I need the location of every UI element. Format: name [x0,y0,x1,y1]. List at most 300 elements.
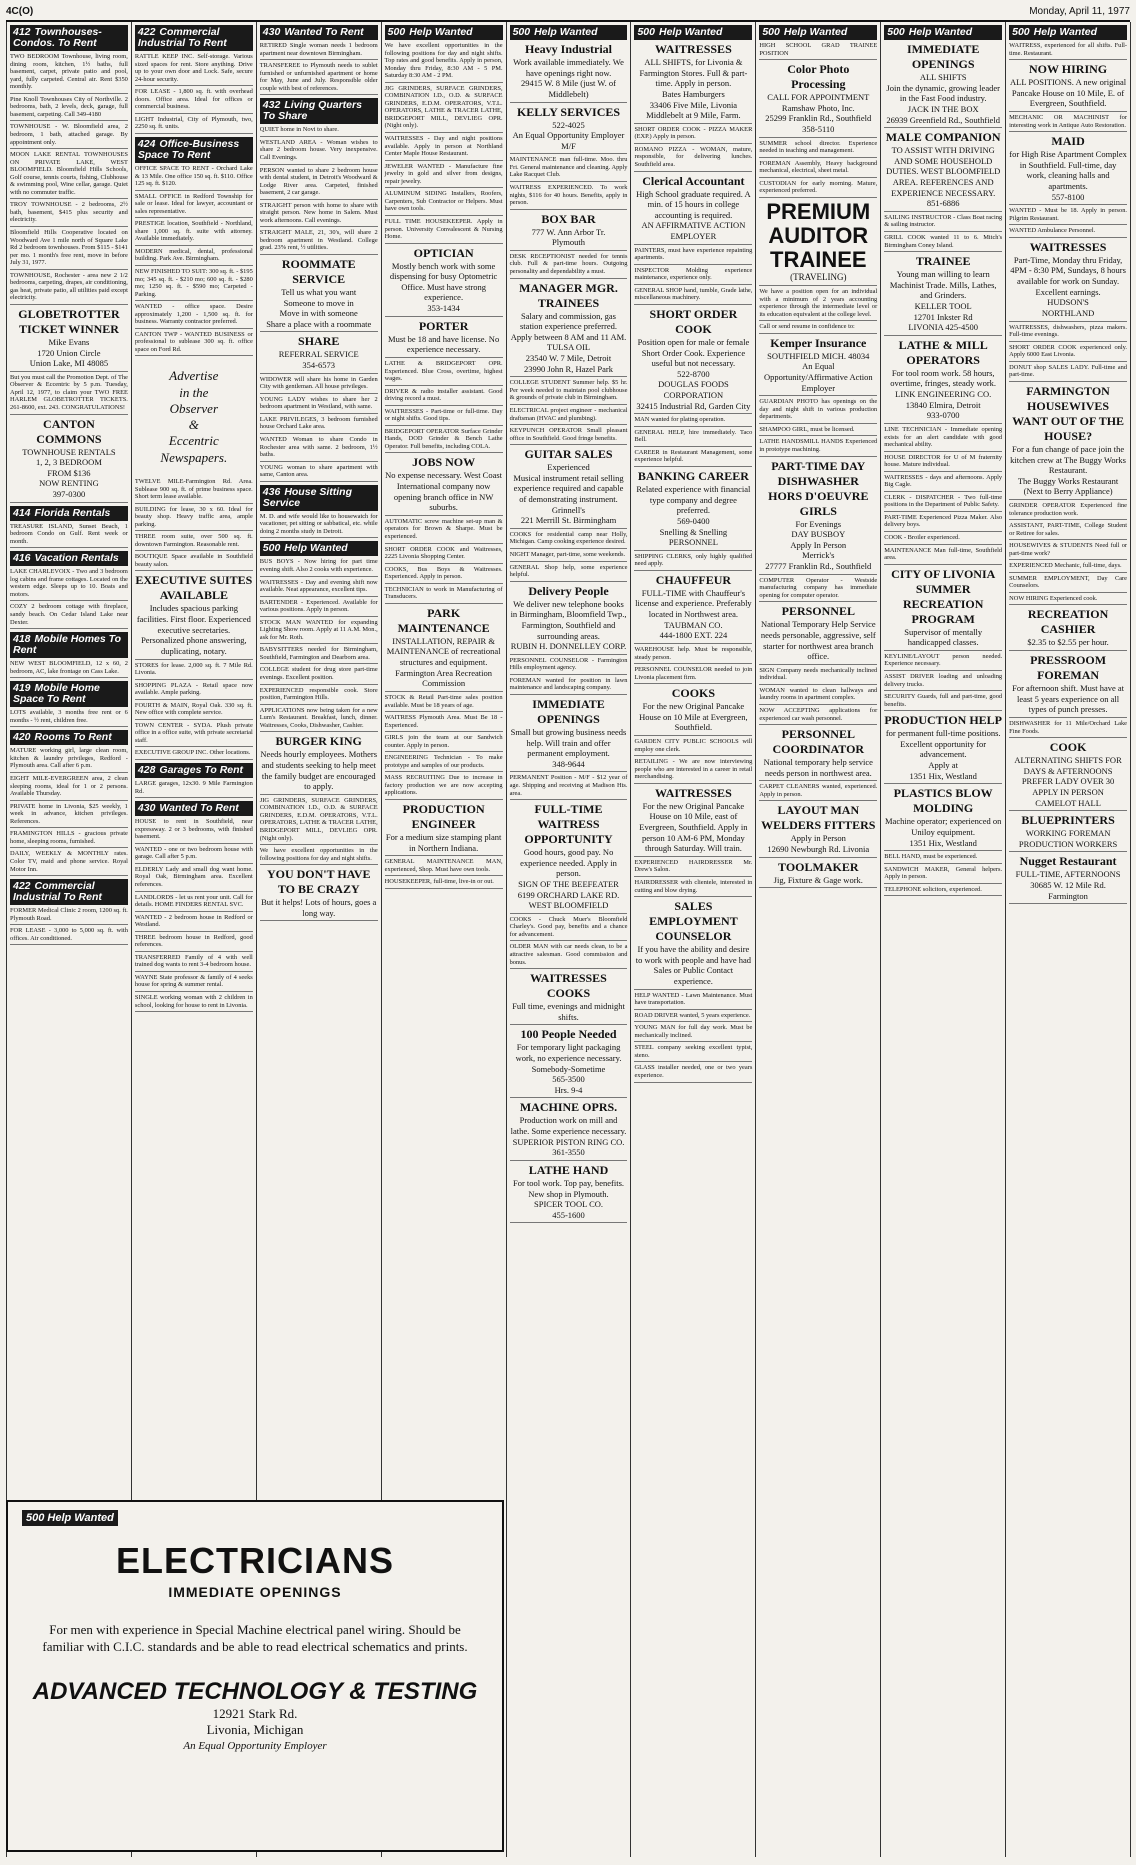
display-ad-title: Kemper Insurance [770,335,867,350]
section-header [135,25,253,51]
column-6 [631,22,756,1857]
display-ad [10,417,128,503]
section-header [10,25,128,51]
display-ad-line: 851-6886 [926,198,960,209]
house-advert-line: in the [179,384,209,400]
classified-ad: FRAMINGTON HILLS - gracious private home, sleeping rooms, furnished. [10,830,128,848]
display-ad-title: PERSONNEL [781,604,855,619]
classified-ad: WAITRESSES - Day and night positions available. Apply in person at Northland Center Maple House Restaurant. [385,135,503,161]
display-ad-line: TOWNHOUSE RENTALS [22,446,116,457]
display-ad-line: 444-1800 EXT. 224 [659,630,728,641]
classified-ad: EXPERIENCED HAIRDRESSER Mr. Drew's Salon. [634,859,752,877]
classified-ad: TROY TOWNHOUSE - 2 bedrooms, 2½ bath, basement, $415 plus security and electricity. [10,201,128,227]
classified-ad: BELL HAND, must be experienced. [884,853,1002,864]
banner-body: For men with experience in Special Machine electrical panel wiring. Should be familiar with C.I.C. standards and be able to read electrical schematics and prints. [42,1622,468,1654]
display-ad-line: Middlebelt at 9 Mile, Farm. [646,110,741,121]
classified-ad: ELDERLY Lady and small dog want home. Royal Oak, Birmingham area. Excellent references. [135,866,253,892]
display-ad-line: Supervisor of mentally handicapped classes. [904,626,983,648]
display-ad [135,573,253,659]
display-ad [1009,134,1127,205]
section-number: 436 [262,485,281,498]
display-ad-title: Color Photo Processing [787,62,850,92]
classified-ad: COLLEGE student for drug store part-time evenings. Excellent position. [260,666,378,684]
classified-ad: MAINTENANCE man full-time. Moo. thru Fri. General maintenance and cleaning. Apply Lake Racquet Club. [510,156,628,182]
display-ad [634,899,752,990]
classified-ad: YOUNG woman to share apartment with same, Canton area. [260,464,378,482]
display-ad-line: WORKING FOREMAN PRODUCTION WORKERS [1018,828,1118,849]
display-ad-line: 353-1434 [427,303,460,314]
display-ad-line: 221 Merrill St. Birmingham [520,515,617,526]
classified-ad: LAKE CHARLEVOIX - Two and 3 bedroom log cabins and frame cottages. Located on the western edge. Sleeps up to 10. Boats and motors. [10,568,128,601]
section-title: Townhouses-Condos. To Rent [13,26,102,50]
display-ad [510,697,628,773]
display-ad-line: For temporary light packaging work, no experience necessary. [515,1042,622,1063]
display-ad-line: HUDSON'S [1047,297,1089,308]
classified-ad: TWELVE MILE-Farmington Rd. Area. Sublease 900 sq. ft. of prime business space. Short term lease available. [135,478,253,504]
section-title: House Sitting Service [262,485,352,509]
display-ad-line: National temporary help service needs person in northwest area. [763,757,873,778]
display-ad-line: WEST BLOOMFIELD [528,900,609,911]
classified-ad: EXECUTIVE GROUP INC. Other locations. [135,749,253,760]
classified-ad: TOWNHOUSE, Rochester - area new 2 1/2 bedrooms, carpeting, drapes, air conditioning, gas heat, private patio, all utilities paid except electricity. [10,272,128,305]
classified-ad: WOMAN wanted to clean hallways and laundry rooms in apartment complex. [759,687,877,705]
classified-ad: WANTED - 2 bedroom house in Redford or Westland. [135,914,253,932]
section-number: 500 [887,26,905,38]
classified-ad: WANTED - one or two bedroom house with garage. Call after 5 p.m. [135,846,253,864]
display-ad-line: (Next to Berry Appliance) [1023,486,1113,497]
classified-ad: Call or send resume in confidence to: [759,323,877,334]
display-ad-title: BURGER KING [275,734,362,749]
display-ad-line: 23540 W. 7 Mile, Detroit [525,353,612,364]
section-header [10,681,128,707]
classified-ad: FULL TIME HOUSEKEEPER. Apply in person. University Convalescent & Nursing Home. [385,218,503,244]
classified-ad: PRIVATE home in Livonia, $25 weekly, 1 week in advance, kitchen privileges. References. [10,803,128,829]
display-ad-line: Ramshaw Photo, Inc. [781,102,855,113]
display-ad-line: Mostly bench work with some dispensing for busy Optometric Office. Must have strong experience. [389,260,498,303]
classified-ad: GIRLS join the team at our Sandwich counter. Apply in person. [385,734,503,752]
classified-ad: YOUNG LADY wishes to share her 2 bedroom apartment in Westland, with same. [260,396,378,414]
classified-ad: ALUMINUM SIDING Installers, Roofers, Carpenters, Sub Contractor or Helpers. Must have own tools. [385,190,503,216]
classified-ad: FOREMAN wanted for position in lawn maintenance and landscaping company. [510,677,628,695]
classified-ad: COOKS for residential camp near Holly, Michigan. Camp cooking experience desired. [510,531,628,549]
display-ad-title: BOX BAR [541,211,596,226]
classified-ad: PART-TIME Experienced Pizza Maker. Also delivery boys. [884,514,1002,532]
display-ad-line: 30685 W. 12 Mile Rd. [1030,880,1106,891]
classified-ad: TWO BEDROOM Townhouse, living room, dining room, kitchen, 1½ baths, full basement, carpet, private patio and pool, yard, fully carpeted. Central air. Rent $350 monthly. [10,53,128,94]
classified-ad: PRESTIGE location, Southfield - Northland, share 1,000 sq. ft. suite with attorney. Available immediately. [135,220,253,246]
display-ad-title: Delivery People [528,583,609,598]
classified-ad: DESK RECEPTIONIST needed for tennis club. Full & part-time hours. Outgoing personality and dependability a must. [510,253,628,279]
section-header [260,541,378,556]
classified-ad: COLLEGE STUDENT Summer help. $5 hr. Per week needed to maintain pool clubhouse & grounds of private club in Birmingham. [510,379,628,405]
display-ad-line: CAMELOT HALL [1035,797,1101,808]
classified-ad: SIGN Company needs mechanically inclined individual. [759,667,877,685]
classified-ad: BRIDGEPORT OPERATOR Surface Grinder Hands, DOD Grinder & Bench Lathe Operator. Full benefits, including COLA. [385,428,503,454]
display-ad-title: PERSONNEL COORDINATOR [772,727,865,757]
classified-ad: MAN wanted for plating operation. [634,416,752,427]
section-header [510,25,628,40]
display-ad-line: For Evenings [795,518,842,529]
display-ad [510,1100,628,1161]
display-ad-title: PARK MAINTENANCE [397,605,490,635]
display-ad [634,786,752,857]
classified-ad: HELP WANTED - Lawn Maintenance. Must have transportation. [634,992,752,1010]
classified-ad: PERMANENT Position - M/F - $12 year of age. Shipping and receiving at Madison Hts. area. [510,774,628,800]
section-number: 422 [13,880,31,893]
section-title: Help Wanted [409,26,473,38]
classified-ad: DONUT shop SALES LADY. Full-time and part-time. [1009,364,1127,382]
display-ad-line: 6199 ORCHARD LAKE RD. [517,889,620,900]
classified-ad: M. D. and wife would like to housewatch for vacationer, pet sitting or sabbatical, etc. while doing 2 months study in Detroit. [260,513,378,539]
classified-ad: CLERK - DISPATCHER - Two full-time positions in the Department of Public Safety. [884,494,1002,512]
display-ad-line: 27777 Franklin Rd., Southfield [765,561,872,572]
display-ad-title: MAID [1051,134,1085,149]
display-ad-line: 358-5110 [802,123,835,134]
classified-ad: QUIET home in Novi to share. [260,126,378,137]
display-ad [385,319,503,358]
classified-ad: WAITRESSES - Part-time or full-time. Day or night shifts. Good tips. [385,408,503,426]
section-title: Rooms To Rent [34,731,112,744]
classified-ad: WAREHOUSE help. Must be responsible, steady person. [634,646,752,664]
display-ad-line: 455-1600 [552,1209,585,1220]
display-ad-line: 1351 Hix, Westland [909,770,977,781]
classified-ad: WIDOWER will share his home in Garden City with gentleman. All house privileges. [260,376,378,394]
classified-ad: YOUNG MAN for full day work. Must be mechanically inclined. [634,1024,752,1042]
display-ad-title: COOKS [671,686,716,701]
display-ad-title: ROOMMATE SERVICE [281,256,356,286]
display-ad [759,459,877,575]
classified-ad: WANTED - Must be 18. Apply in person. Pilgrim Restaurant. [1009,207,1127,225]
display-ad-line: The Buggy Works Restaurant [1017,475,1119,486]
display-ad [510,1163,628,1224]
display-ad [385,455,503,516]
section-header [135,137,253,163]
display-ad-line: FULL-TIME with Chauffeur's license and experience. Preferably located in Northwest area. [635,587,752,620]
banner-title: ELECTRICIANS [115,1540,394,1581]
display-ad-line: No expense necessary. West Coast International company now opening branch office in NW suburbs. [385,470,503,513]
display-ad [10,307,128,372]
section-title: Living Quarters To Share [262,99,362,123]
classified-ad: SAILING INSTRUCTOR - Class Boat racing & sailing instructor. [884,214,1002,232]
classified-ad: EXPERIENCED responsible cook. Store position, Farmington Hills. [260,687,378,705]
classified-ad: JEWELER WANTED - Manufacture fine jewelry in gold and silver from designs, repair jewelry. [385,163,503,189]
classified-ad: WAITRESSES - days and afternoons. Apply Big Cagle. [884,474,1002,492]
classified-ad: LINE TECHNICIAN - Immediate opening exists for an alert candidate with good mechanical ability. [884,426,1002,452]
display-ad-title: CHAUFFEUR [655,572,732,587]
display-ad [510,42,628,103]
display-ad-title: Nugget Restaurant [1019,854,1117,869]
classified-ad: We have excellent opportunities in the following positions for day and night shifts. [260,847,378,865]
display-ad [1009,607,1127,651]
display-ad-title: JOBS NOW [412,455,476,470]
classified-ad: LARGE garages, 12x30. 9 Mile Farmington Rd. [135,780,253,798]
column-5 [507,22,632,1857]
display-ad-line: Mike Evans [48,336,90,347]
section-number: 432 [262,99,281,112]
display-ad [634,686,752,736]
display-ad-line: Apply at [928,760,958,771]
section-title: Help Wanted [783,26,848,38]
classified-ad: PAINTERS, must have experience repainting apartments. [634,247,752,265]
display-ad-line: Apply In Person [790,539,847,550]
display-ad-line: Includes spacious parking facilities. First floor. Experienced executive secretaries. Personalized phone answering, duplicating, notary. [136,603,251,656]
display-ad-title: NOW HIRING [1029,62,1108,77]
display-ad-line: 1720 Union Circle [37,347,101,358]
display-ad-title: YOU DON'T HAVE TO BE CRAZY [266,867,371,897]
display-ad [1009,384,1127,500]
display-ad-title: WAITRESSES COOKS [530,971,607,1001]
section-header [10,730,128,745]
display-ad [634,42,752,124]
section-header [135,801,253,816]
classified-ad: CUSTODIAN for early morning. Mature, experienced preferred. [759,180,877,198]
section-header [10,879,128,905]
house-advert-line: Eccentric [168,433,219,449]
section-header [260,485,378,511]
section-number: 500 [1012,26,1030,38]
house-advert-line: Advertise [169,368,219,384]
classified-ad: Pine Knoll Townhouses City of Northville. 2 bedrooms, bath, 2 levels, deck, garage, full basement, carpeting. Call 349-4180 [10,96,128,122]
display-ad-line: 522-4025 [552,119,585,130]
display-ad-line: SIGN OF THE BEEFEATER [518,878,619,889]
display-ad-line: 25299 Franklin Rd., Southfield [765,113,872,124]
classified-ad: OLDER MAN with car needs clean, to be a attractive salesman. Good commission and bonus. [510,943,628,969]
classified-ad: GRILL COOK wanted 11 to 6. Mitch's Birmingham Coney Island. [884,234,1002,252]
display-ad [1009,62,1127,112]
classified-ad: SUMMER school director. Experience needed in teaching and management. [759,140,877,158]
section-number: 414 [13,506,31,519]
banner-company: ADVANCED TECHNOLOGY & TESTING [32,1677,478,1705]
section-title: Commercial Industrial To Rent [137,26,227,50]
display-ad-line: For a medium size stamping plant in Northern Indiana. [385,832,502,853]
classified-ad: JIG GRINDERS, SURFACE GRINDERS, COMBINATION I.D., O.D. & SURFACE GRINDERS, E.D.M. OPERATORS, V.T.L. OPERATORS, LATHE & TRACER LATHE, BRIDGEPORT MILL, DEVLIEG OPR. (Night only). [260,797,378,845]
classified-ad: HOUSE DIRECTOR for U of M fraternity house. Mature individual. [884,454,1002,472]
display-ad-line: NORTHLAND [1041,307,1095,318]
display-ad [884,713,1002,784]
display-ad [510,447,628,529]
section-number: 500 [637,26,655,38]
section-number: 416 [13,552,31,565]
classified-ad: HOUSEWIVES & STUDENTS Need full or part-time work? [1009,542,1127,560]
display-ad-line: LIVONIA 425-4500 [908,322,978,333]
classified-ad: STOCK MAN WANTED for expanding Lighting Show room. Apply at 11 A.M. Mon., ask for Mr. Roth. [260,619,378,645]
section-number: 412 [13,26,31,38]
classified-ad: SMALL OFFICE in Redford Township for sale or lease. Ideal for lawyer, accountant or sales representative. [135,193,253,219]
display-ad-line: Union Lake, MI 48085 [29,358,109,369]
classified-ad: SHORT ORDER COOK and Waitresses, 2225 Livonia Shopping Center. [385,546,503,564]
display-ad-line: INSTALLATION, REPAIR & MAINTENANCE of recreational structures and equipment. [386,635,501,668]
classified-ad: FOR LEASE - 3,000 to 5,000 sq. ft. with offices. Air conditioned. [10,927,128,945]
display-ad-line: Machine operator; experienced on Uniloy equipment. [885,816,1002,837]
section-title: Help Wanted [1033,26,1098,38]
classified-ad: ROAD DRIVER wanted, 5 years experience. [634,1012,752,1023]
section-number: 500 [262,542,281,555]
display-ad-line: 1351 Hix, Westland [909,837,977,848]
display-ad-line: Somebody-Sometime [531,1063,606,1074]
classified-ad: COOKS, Bus Boys & Waitresses. Experienced. Apply in person. [385,566,503,584]
display-ad-title: LAYOUT MAN WELDERS FITTERS [761,803,876,833]
display-ad-line: ALL SHIFTS [919,72,967,83]
display-ad-title: MACHINE OPRS. [519,1100,618,1115]
display-ad-line: 1, 2, 3 BEDROOM [36,457,102,468]
display-ad-line: 354-6573 [302,360,336,371]
display-ad [759,803,877,857]
display-ad-line: ALTERNATING SHIFTS FOR DAYS & AFTERNOONS [1014,755,1122,776]
display-ad-line: APPLY IN PERSON [1032,786,1104,797]
display-ad-line: Farmington Area Recreation Commission [395,667,492,689]
classified-ad: GUARDIAN PHOTO has openings on the day and night shift in various production departments. [759,398,877,424]
classified-ad: TELEPHONE solicitors, experienced. [884,886,1002,897]
display-ad [759,604,877,665]
classified-ad: STOCK & Retail Part-time sales position available. Must be 18 years of age. [385,694,503,712]
display-ad-line: 348-9644 [552,758,585,769]
display-ad-line: Farmington [1048,890,1088,901]
classified-ad: MAINTENANCE Man full-time, Southfield area. [884,547,1002,565]
display-ad-line: An Equal Opportunity/Affirmative Action Employer [763,361,873,393]
section-number: 500 [387,26,406,38]
section-title: Garages To Rent [159,764,244,777]
display-ad-line: Young man willing to learn Machinist Trade. Mills, Lathes, and Grinders. [889,269,997,301]
display-ad-title: PLASTICS BLOW MOLDING [893,786,993,816]
display-ad-title: EXECUTIVE SUITES AVAILABLE [135,573,253,603]
classified-ad: SHORT ORDER COOK - PIZZA MAKER (EXP.) Apply in person. [634,126,752,144]
display-ad [759,860,877,889]
display-ad-title: GLOBETROTTER TICKET WINNER [18,306,120,336]
classified-ad: EIGHT MILE-EVERGREEN area, 2 clean sleeping rooms, ideal for 1 or 2 persons. Available Thursday. [10,775,128,801]
display-ad-title: BLUEPRINTERS [1021,813,1115,828]
display-ad-line: If you have the ability and desire to work with people and have had Sales or Public Contact experience. [635,944,751,986]
classified-ad: ENGINEERING Technician - To make prototype and samples of our products. [385,754,503,772]
display-ad-line: High School graduate required. A min. of 15 hours in college accounting is required. [636,188,751,220]
classified-ad: ELECTRICAL project engineer - mechanical draftsman (HVAC and plumbing). [510,407,628,425]
display-ad [510,971,628,1025]
display-ad [634,469,752,551]
classified-ad: LANDLORDS - let us rent your unit. Call for details. HOME FINDERS RENTAL SVC. [135,894,253,912]
display-ad-line: SUPERIOR PISTON RING CO. [512,1136,625,1147]
display-ad [385,246,503,317]
banner-address-2: Livonia, Michigan [206,1722,304,1738]
classified-ad: LOTS available, 3 months free rent or 6 months - ½ rent, children free. [10,709,128,727]
classified-ad: HAIRDRESSER with clientele, interested in cutting and blow drying. [634,879,752,897]
section-title: Mobile Home Space To Rent [13,682,100,706]
display-ad-title: FARMINGTON HOUSEWIVES WANT OUT OF THE HOUSE? [1012,383,1125,443]
display-ad-line: Salary and commission, gas station experience preferred. Apply between 8 AM and 11 AM. [510,310,627,342]
feature-ad-title: PREMIUM AUDITOR TRAINEE [766,198,871,273]
display-ad-line: But it helps! Lots of hours, goes a long way. [261,897,377,918]
section-header [1009,25,1127,40]
classified-ad: EXPERIENCED Mechanic, full-time, days. [1009,562,1127,573]
display-ad [1009,854,1127,904]
display-ad-title: PRODUCTION ENGINEER [402,802,485,831]
display-ad-line: Snelling & Snelling [659,526,728,537]
section-header [884,25,1002,40]
display-ad-line: National Temporary Help Service needs personable, aggressive, self starter for northwest area branch office. [760,619,876,662]
classified-ad: SHORT ORDER COOK experienced only. Apply 6000 East Livonia. [1009,344,1127,362]
display-ad-line: For the new Original Pancake House on 10 Mile, east of Evergreen, Southfield. Apply in person 10 AM-6 PM, Monday through Saturday. Will train. [639,800,748,854]
section-header [135,763,253,778]
display-ad-line: JACK IN THE BOX [907,103,979,114]
display-ad-title: LATHE & MILL OPERATORS [898,337,988,367]
section-header [10,632,128,658]
display-ad-title: MALE COMPANION [885,130,1001,145]
section-title: Mobile Homes To Rent [13,633,122,657]
classified-ad: But you must call the Promotion Dept. of The Observer & Eccentric by 5 p.m. Tuesday, April 12, 1977, to claim your TWO FREE HARLEM GLOBETROTTER TICKETS. 261-8600, ext. 243. CONGRATULATIONS! [10,374,128,415]
section-number: 424 [137,137,156,150]
classified-ad: CARPET CLEANERS wanted, experienced. Apply in person. [759,783,877,801]
display-ad-line: TULSA OIL [546,342,591,353]
classified-ad: SINGLE working woman with 2 children in school, looking for house to rent in Livonia. [135,994,253,1012]
electricians-ad [6,1500,504,1852]
display-ad-line: Hrs. 9-4 [554,1084,583,1095]
classified-ad: OFFICE SPACE TO RENT - Orchard Lake & 13 Mile. One office 150 sq. ft. $110. Office 125 sq. ft. $120. [135,165,253,191]
display-ad-line: We deliver new telephone books in Birmingham, Bloomfield Twp., Farmington, Southfield and surrounding areas. [510,598,627,641]
display-ad [884,567,1002,651]
display-ad-line: 29415 W. 8 Mile (just W. of Middlebelt) [521,78,616,99]
section-header [10,551,128,566]
classified-ad: COMPUTER Operator - Westside manufacturing company has immediate opening for computer operator. [759,577,877,603]
section-header [10,506,128,521]
section-number: 430 [137,802,156,815]
display-ad [884,254,1002,336]
display-ad-title: IMMEDIATE OPENINGS [532,696,605,726]
classified-ad: DRIVER & radio installer assistant. Good driving record a must. [385,388,503,406]
display-ad-line: An Equal Opportunity Employer M/F [512,130,625,151]
classified-ad: STRAIGHT person with home to share with straight person. New home in Salem. Must work afternoons. Call evenings. [260,202,378,228]
classified-ad: GENERAL Shop help, some experience helpful. [510,564,628,582]
classified-ad: LATHE & BRIDGEPORT OPR. Experienced. Blue Cross, overtime, highest wages. [385,360,503,386]
classified-ad: STEEL company seeking excellent typist, steno. [634,1044,752,1062]
classified-ad: MASS RECRUITING Due to increase in factory production we are now accepting applications. [385,774,503,800]
section-number: 430 [262,26,281,38]
display-ad-line: Production work on mill and lathe. Some experience necessary. [510,1115,627,1137]
classified-ad: CANTON TWP - WANTED BUSINESS or professional to sublease 300 sq. ft. office space on Ford Rd. [135,331,253,357]
display-ad [510,105,628,155]
display-ad-title: WAITRESSES [655,42,732,57]
classified-ad: COZY 2 bedroom cottage with fireplace, sandy beach. On Cedar Island Lake near Dexter. [10,603,128,629]
classified-ad: WAITRESS EXPERIENCED. To work nights, $116 for 40 hours. Benefits, apply in person. [510,184,628,210]
classified-ad: BARTENDER - Experienced. Available for various positions. Apply in person. [260,599,378,617]
display-ad-line: Someone to move in [283,297,354,308]
display-ad-line: 397-0300 [52,489,86,499]
display-ad-title: 100 People Needed [520,1027,617,1042]
display-ad-title: PRESSROOM FOREMAN [1030,653,1107,683]
classified-ad: LAKE PRIVILEGES, 3 bedroom furnished house Orchard Lake area. [260,416,378,434]
display-ad-title: LATHE HAND [528,1162,609,1177]
classified-ad: HOUSE to rent in Southfield, near expressway. 2 or 3 bedrooms, with finished basement. [135,818,253,844]
display-ad-line: 13840 Elmira, Detroit [905,399,981,410]
section-number: 419 [13,682,31,695]
display-ad-title: WAITRESSES [655,785,732,800]
classified-ad: NEW FINISHED TO SUIT: 300 sq. ft. - $195 mo; 345 sq. ft. - $210 mo; 600 sq. ft. - $280 mo; 1250 sq. ft. - $590 mo; Carpeted - Parking. [135,268,253,301]
display-ad-title: IMMEDIATE OPENINGS [906,42,980,72]
classified-ad: KEYPUNCH OPERATOR Small pleasant office in Southfield. Good fringe benefits. [510,427,628,445]
classified-ad: Bloomfield Hills Cooperative located on Woodward Ave 1 mile north of Square Lake Rd 2 bedroom townhouses. From $115 - $141 per mo. 1 month's free rent, move in before July 31, 1977. [10,229,128,270]
display-ad-line: Work available immediately. We have openings right now. [513,57,624,78]
display-ad-title: RECREATION CASHIER [1027,607,1109,637]
classified-ad: WANTED - office space. Desire approximately 1,200 - 1,500 sq. ft. for business. Warranty contractor preferred. [135,303,253,329]
feature-ad-line: (TRAVELING) [790,272,847,283]
classified-ad: SANDWICH MAKER, General helpers. Apply in person. [884,866,1002,884]
classified-ad: SUMMER EMPLOYMENT, Day Care Counselors. [1009,575,1127,593]
display-ad [759,727,877,781]
display-ad [260,334,378,373]
classified-ad: ASSIST DRIVER loading and unloading delivery trucks. [884,673,1002,691]
classified-ad: PERSON wanted to share 2 bedroom house with dental student, in Detroit's Woodward & Lodge River area. Carpeted, finished basement, 2 car garage. [260,167,378,200]
display-ad-line: For the new Original Pancake House on 10 Mile at Evergreen, Southfield. [639,701,748,733]
display-ad-line: Tell us what you want [281,286,357,297]
display-ad [260,734,378,795]
section-title: Office-Business Space To Rent [137,137,240,161]
